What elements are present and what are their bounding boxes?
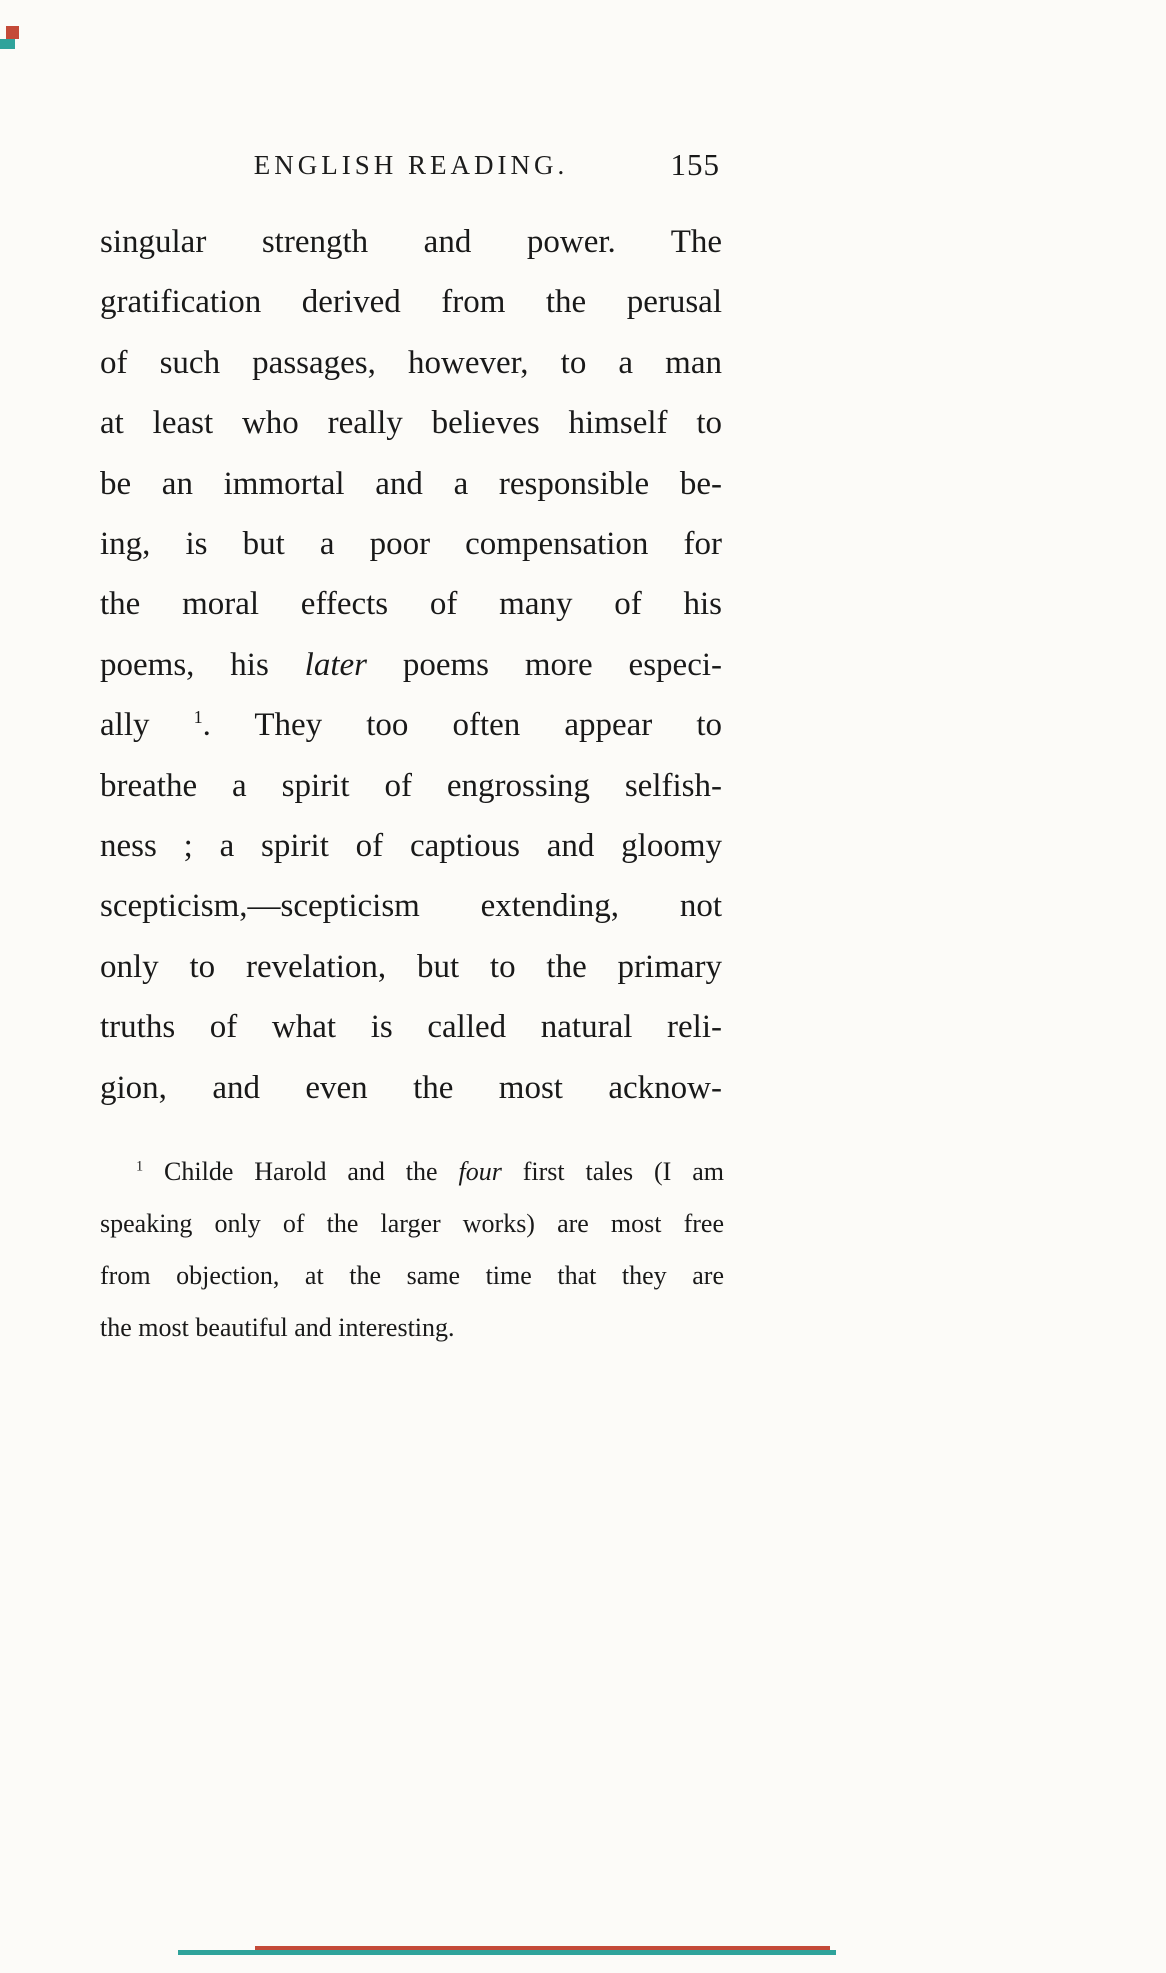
page-header: [100, 147, 722, 190]
text-segment: ness ; a spirit of captious and gloomy: [100, 828, 722, 865]
text-line: [100, 1250, 724, 1302]
text-line: [100, 1058, 722, 1118]
footnote: [100, 1146, 724, 1354]
text-segment: ing, is but a poor compensation for: [100, 526, 722, 563]
text-line: [100, 212, 722, 272]
text-segment: Childe Harold and the: [143, 1157, 459, 1186]
text-line: [100, 756, 722, 816]
text-segment: poems, his: [100, 646, 305, 683]
text-segment: singular strength and power. The: [100, 224, 722, 260]
text-line: [100, 635, 722, 695]
text-segment: speaking only of the larger works) are most free: [100, 1209, 724, 1238]
text-line: [100, 333, 722, 393]
text-segment: poems more especi-: [366, 646, 722, 683]
scan-artifact-bottom-teal-line: [178, 1950, 836, 1955]
text-line: [100, 1302, 724, 1354]
scan-artifact-teal-top: [0, 39, 15, 49]
text-line: [100, 876, 722, 936]
text-line: [100, 514, 722, 574]
text-segment: gion, and even the most acknow-: [100, 1069, 722, 1106]
text-segment: the most beautiful and interesting.: [100, 1313, 455, 1342]
scan-artifact-red-top: [6, 26, 19, 39]
text-segment: at least who really believes himself to: [100, 405, 722, 442]
text-line: [100, 1146, 724, 1198]
text-line: [100, 816, 722, 876]
text-segment: the moral effects of many of his: [100, 586, 722, 623]
running-header: ENGLISH READING.: [253, 150, 569, 180]
footnote-reference: 1: [193, 707, 203, 728]
text-segment: be an immortal and a responsible be-: [100, 465, 722, 502]
text-segment: later: [304, 646, 367, 683]
text-line: [100, 997, 722, 1057]
text-line: [100, 1198, 724, 1250]
text-line: [100, 454, 722, 514]
text-line: [100, 937, 722, 997]
text-line: [100, 574, 722, 634]
text-segment: gratification derived from the perusal: [100, 284, 722, 321]
text-segment: ally: [100, 707, 194, 744]
text-line: [100, 393, 722, 453]
text-segment: only to revelation, but to the primary: [100, 948, 722, 985]
text-line: [100, 272, 722, 332]
footnote-reference: 1: [136, 1158, 144, 1175]
text-segment: from objection, at the same time that they are: [100, 1261, 724, 1290]
text-segment: of such passages, however, to a man: [100, 344, 722, 381]
text-line: [100, 695, 722, 755]
page-number: 155: [670, 147, 720, 182]
text-segment: first tales (I am: [501, 1157, 724, 1186]
text-segment: breathe a spirit of engrossing selfish-: [100, 767, 722, 804]
text-segment: scepticism,—scepticism extending, not: [100, 888, 722, 925]
body-text: [100, 212, 722, 1118]
text-segment: four: [458, 1157, 502, 1186]
text-segment: truths of what is called natural reli-: [100, 1009, 722, 1046]
text-segment: . They too often appear to: [202, 707, 723, 744]
